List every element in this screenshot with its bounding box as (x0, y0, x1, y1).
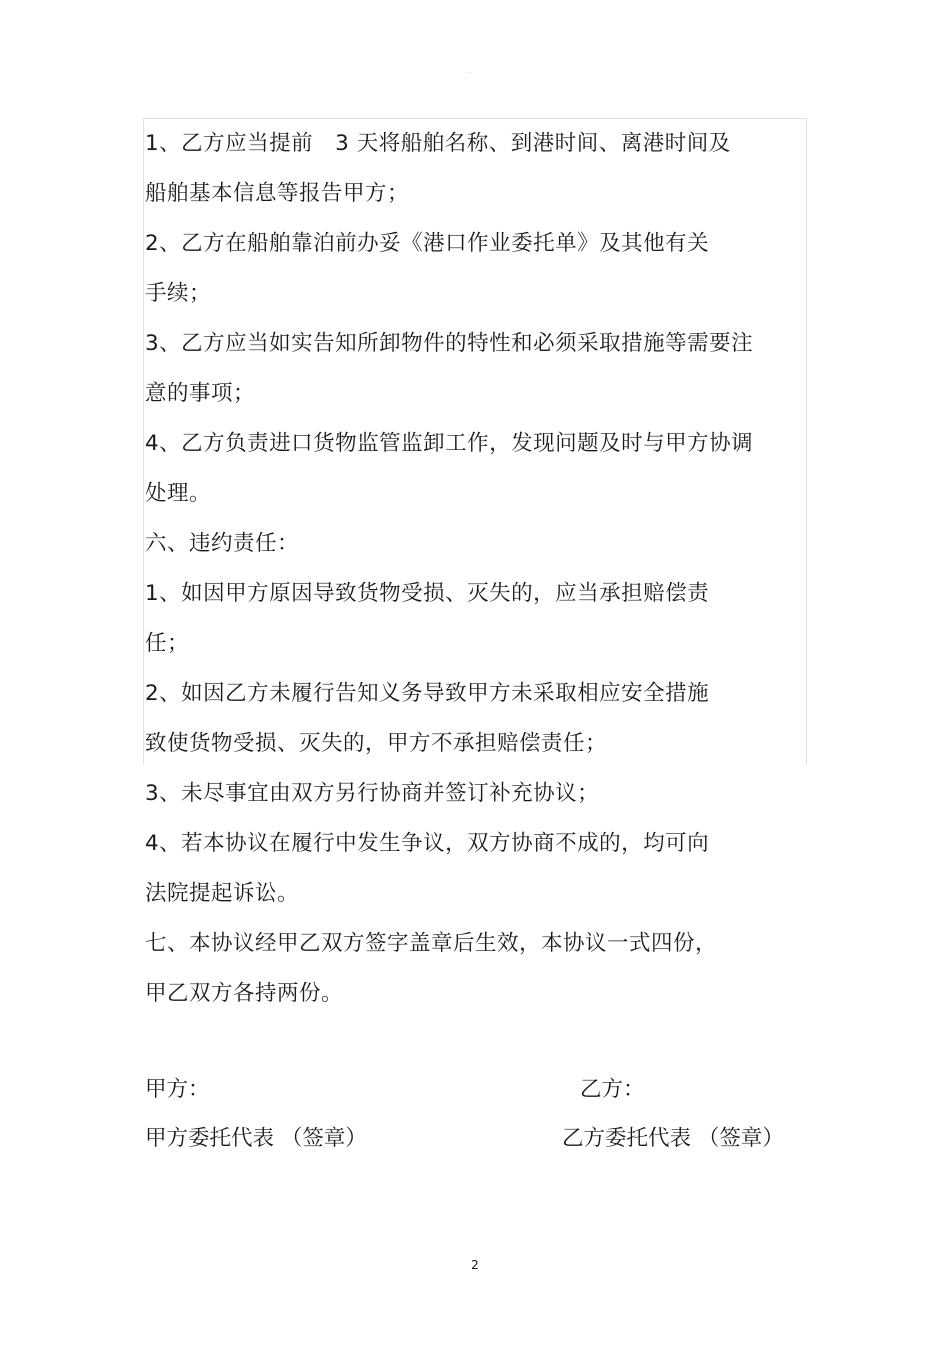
header-mark: · (469, 70, 471, 77)
contract-line: 任； (145, 631, 190, 656)
contract-line: 致使货物受损、灭失的，甲方不承担赔偿责任； (145, 731, 608, 756)
section-heading-effective: 七、本协议经甲乙双方签字盖章后生效，本协议一式四份， (145, 931, 718, 956)
contract-line: 处理。 (145, 481, 212, 506)
contract-body (145, 119, 825, 1019)
signature-rep-row (145, 1119, 805, 1159)
signature-party-row (145, 1070, 805, 1110)
contract-line: 4、若本协议在履行中发生争议，双方协商不成的，均可向 (145, 831, 710, 856)
contract-line: 1、如因甲方原因导致货物受损、灭失的，应当承担赔偿责 (145, 581, 710, 606)
party-b-label: 乙方： (580, 1077, 645, 1102)
contract-line: 法院提起诉讼。 (145, 881, 300, 906)
party-b-rep-label: 乙方委托代表 （签章） (562, 1126, 784, 1151)
contract-line: 意的事项； (145, 381, 256, 406)
contract-line: 2、如因乙方未履行告知义务导致甲方未采取相应安全措施 (145, 681, 710, 706)
frame-border-left (143, 118, 144, 765)
page-number: 2 (471, 1258, 479, 1272)
party-a-rep-label: 甲方委托代表 （签章） (145, 1126, 367, 1151)
party-a-label: 甲方： (145, 1077, 210, 1102)
section-heading-breach: 六、违约责任： (145, 531, 300, 556)
contract-line: 2、乙方在船舶靠泊前办妥《港口作业委托单》及其他有关 (145, 231, 710, 256)
contract-line: 1、乙方应当提前 3 天将船舶名称、到港时间、离港时间及 (145, 131, 731, 156)
contract-line: 手续； (145, 281, 212, 306)
contract-line: 甲乙双方各持两份。 (145, 981, 344, 1006)
contract-line: 4、乙方负责进口货物监管监卸工作，发现问题及时与甲方协调 (145, 431, 754, 456)
contract-line: 船舶基本信息等报告甲方； (145, 181, 410, 206)
contract-line: 3、未尽事宜由双方另行协商并签订补充协议； (145, 781, 600, 806)
contract-line: 3、乙方应当如实告知所卸物件的特性和必须采取措施等需要注 (145, 331, 754, 356)
